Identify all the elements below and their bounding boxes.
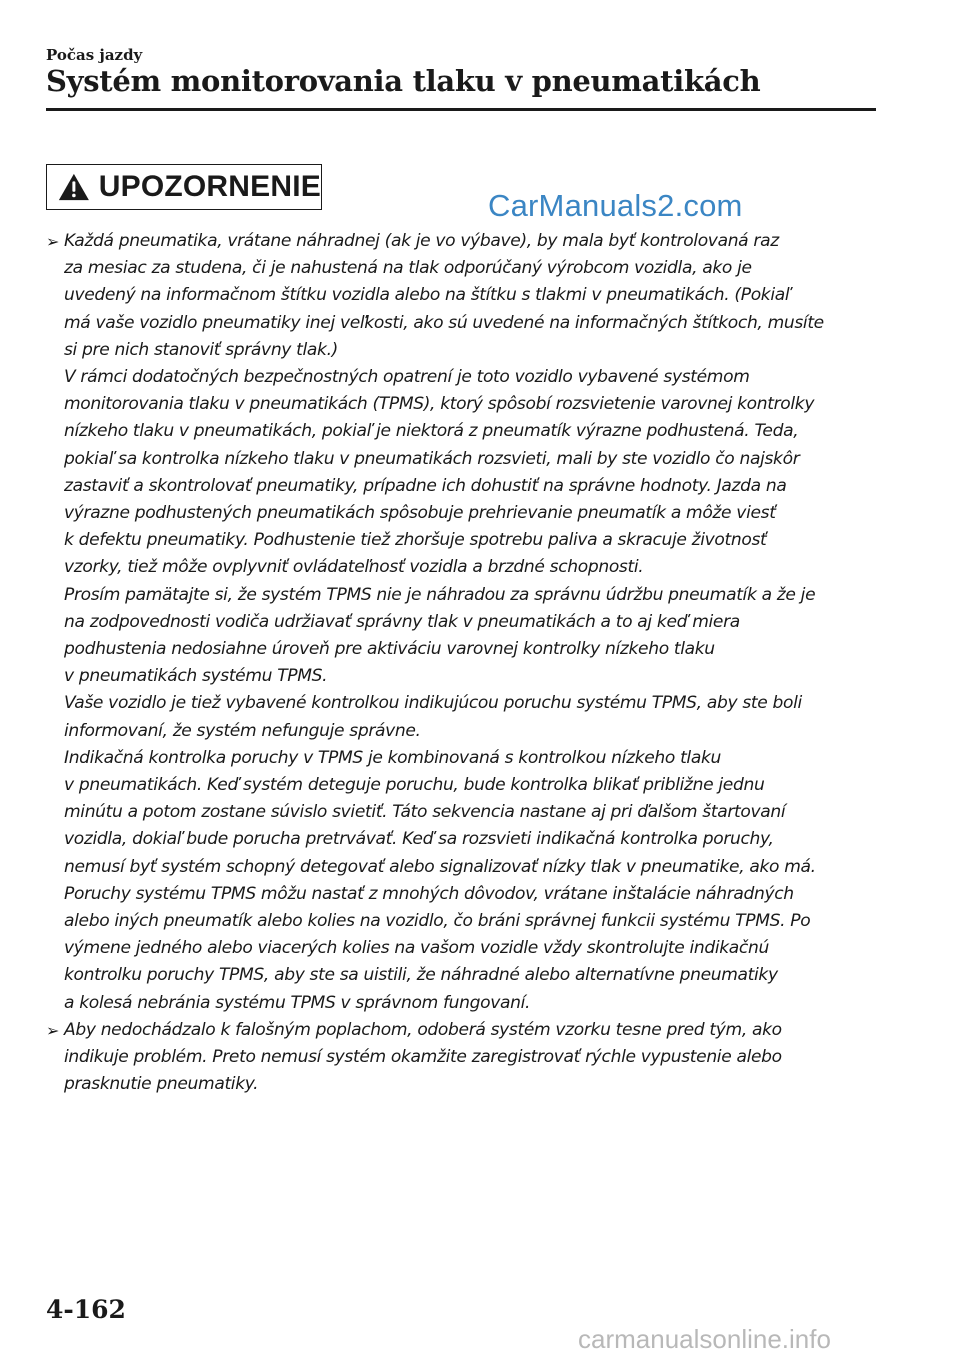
text-line: má vaše vozidlo pneumatiky inej veľkosti, ako sú uvedené na informačných štítkoch, musíte [64, 312, 824, 333]
text-line: výrazne podhustených pneumatikách spôsobuje prehrievanie pneumatík a môže viesť [64, 503, 776, 524]
watermark-top[interactable]: CarManuals2.com [488, 188, 743, 223]
text-line: vozidla, dokiaľ bude porucha pretrvávať. Keď sa rozsvieti indikačná kontrolka poruchy, [64, 829, 774, 850]
text-line: podhustenia nedosiahne úroveň pre aktiváciu varovnej kontrolky nízkeho tlaku [64, 639, 715, 660]
page-title: Systém monitorovania tlaku v pneumatikách [46, 64, 761, 98]
text-line: prasknutie pneumatiky. [64, 1074, 259, 1095]
text-line: kontrolku poruchy TPMS, aby ste sa uistili, že náhradné alebo alternatívne pneumatiky [64, 965, 778, 986]
text-line: indikuje problém. Preto nemusí systém okamžite zaregistrovať rýchle vypustenie alebo [64, 1047, 782, 1068]
text-line: a kolesá nebránia systému TPMS v správnom fungovaní. [64, 992, 531, 1013]
text-line: uvedený na informačnom štítku vozidla alebo na štítku s tlakmi v pneumatikách. (Pokiaľ [64, 285, 790, 306]
text-line: pokiaľ sa kontrolka nízkeho tlaku v pneumatikách rozsvieti, mali by ste vozidlo čo najskôr [64, 448, 800, 469]
warning-label: UPOZORNENIE [98, 170, 321, 203]
text-line: Prosím pamätajte si, že systém TPMS nie je náhradou za správnu údržbu pneumatík a že je [64, 584, 816, 605]
text-line: alebo iných pneumatík alebo kolies na vozidlo, čo bráni správnej funkcii systému TPMS. Po [64, 911, 811, 932]
warning-box [46, 164, 322, 210]
text-line: nízkeho tlaku v pneumatikách, pokiaľ je niektorá z pneumatík výrazne podhustená. Teda, [64, 421, 799, 442]
text-line: Každá pneumatika, vrátane náhradnej (ak je vo výbave), by mala byť kontrolovaná raz [64, 231, 779, 251]
text-line: zastaviť a skontrolovať pneumatiky, prípadne ich dohustiť na správne hodnoty. Jazda na [64, 475, 787, 496]
page-number: 4-162 [46, 1295, 126, 1324]
text-line: Indikačná kontrolka poruchy v TPMS je kombinovaná s kontrolkou nízkeho tlaku [64, 747, 721, 768]
text-line: za mesiac za studena, či je nahustená na tlak odporúčaný výrobcom vozidla, ako je [64, 258, 752, 279]
text-line: vzorky, tiež môže ovplyvniť ovládateľnosť vozidla a brzdné schopnosti. [64, 557, 644, 578]
bullet-item [46, 228, 886, 1017]
text-line: k defektu pneumatiky. Podhustenie tiež zhoršuje spotrebu paliva a skracuje životnosť [64, 530, 767, 551]
bullet-item [46, 1017, 886, 1099]
text-line: si pre nich stanoviť správny tlak.) [64, 339, 338, 360]
text-line: V rámci dodatočných bezpečnostných opatrení je toto vozidlo vybavené systémom [64, 367, 750, 388]
watermark-bottom[interactable]: carmanualsonline.info [578, 1324, 831, 1354]
bullet-arrow-icon: ➢ [46, 232, 60, 251]
text-line: výmene jedného alebo viacerých kolies na vašom vozidle vždy skontrolujte indikačnú [64, 938, 769, 959]
bullet-body [64, 228, 886, 1017]
text-line: Vaše vozidlo je tiež vybavené kontrolkou indikujúcou poruchu systému TPMS, aby ste boli [64, 693, 802, 714]
text-line: informovaní, že systém nefunguje správne. [64, 720, 421, 741]
text-line: monitorovania tlaku v pneumatikách (TPMS), ktorý spôsobí rozsvietenie varovnej kontrolky [64, 394, 815, 415]
section-label: Počas jazdy [46, 46, 143, 64]
text-line: nemusí byť systém schopný detegovať alebo signalizovať nízky tlak v pneumatike, ako má. [64, 856, 816, 877]
warning-triangle-icon [57, 171, 91, 203]
text-line: na zodpovednosti vodiča udržiavať správny tlak v pneumatikách a to aj keď miera [64, 611, 740, 632]
text-line: Aby nedochádzalo k falošným poplachom, odoberá systém vzorku tesne pred tým, ako [64, 1019, 782, 1040]
text-line: minútu a potom zostane súvislo svietiť. Táto sekvencia nastane aj pri ďalšom štartovaní [64, 802, 786, 823]
warning-content [46, 228, 886, 1099]
bullet-arrow-icon: ➢ [46, 1020, 60, 1040]
text-line: v pneumatikách systému TPMS. [64, 666, 328, 687]
text-line: Poruchy systému TPMS môžu nastať z mnohých dôvodov, vrátane inštalácie náhradných [64, 883, 794, 904]
title-divider [46, 108, 876, 111]
text-line: v pneumatikách. Keď systém deteguje poruchu, bude kontrolka blikať približne jednu [64, 775, 765, 796]
bullet-body [64, 1017, 886, 1099]
